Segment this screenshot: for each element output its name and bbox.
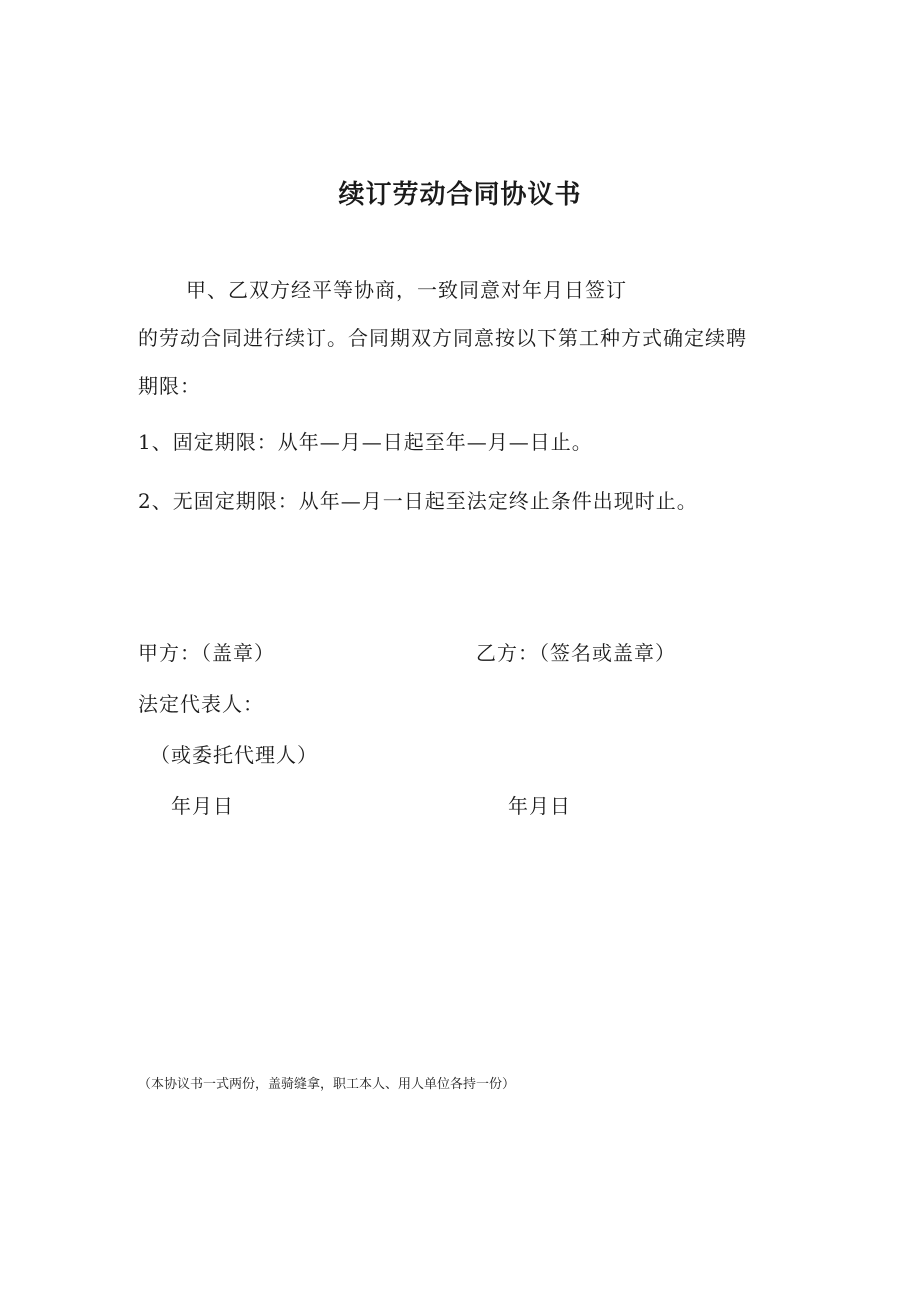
option-fixed-term: 1、固定期限：从年—月—日起至年—月—日止。 [138, 430, 593, 454]
authorized-agent-label: （或委托代理人） [150, 743, 318, 767]
option-open-ended-term: 2、无固定期限：从年—月一日起至法定终止条件出现时止。 [138, 489, 698, 513]
party-b-date: 年月日 [508, 794, 571, 818]
paragraph-line-1: 甲、乙双方经平等协商，一致同意对年月日签订 [186, 278, 627, 302]
party-a-seal-label: 甲方：（盖章） [138, 641, 275, 665]
copies-footnote: （本协议书一式两份，盖骑缝拿，职工本人、用人单位各持一份） [138, 1077, 516, 1092]
legal-representative-label: 法定代表人： [138, 692, 264, 716]
document-title: 续订劳动合同协议书 [338, 180, 582, 210]
party-b-signature-label: 乙方：（签名或盖章） [476, 641, 676, 665]
party-a-date: 年月日 [171, 794, 234, 818]
paragraph-line-3: 期限： [138, 374, 201, 398]
paragraph-line-2: 的劳动合同进行续订。合同期双方同意按以下第工种方式确定续聘 [138, 326, 747, 350]
